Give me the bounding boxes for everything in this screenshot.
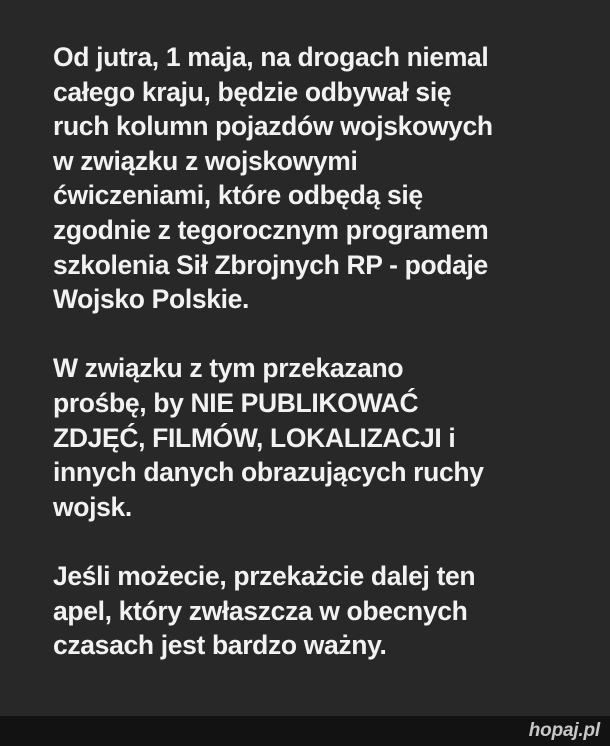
text-line: czasach jest bardzo ważny. — [53, 630, 387, 661]
text-line: zgodnie z tegorocznym programem — [53, 214, 489, 245]
footer-bar — [0, 716, 610, 746]
text-line: Od jutra, 1 maja, na drogach niemal — [53, 42, 489, 72]
text-line: apel, który zwłaszcza w obecnych — [53, 595, 468, 626]
text-line: wojsk. — [53, 491, 132, 522]
text-line: w związku z wojskowymi — [53, 145, 358, 176]
text-line: ZDJĘĆ, FILMÓW, LOKALIZACJI i — [53, 422, 456, 453]
text-line: szkolenia Sił Zbrojnych RP - podaje — [53, 249, 488, 280]
text-line: Wojsko Polskie. — [53, 284, 250, 315]
text-line: ruch kolumn pojazdów wojskowych — [53, 111, 493, 142]
text-line: całego kraju, będzie odbywał się — [53, 76, 452, 107]
watermark-logo: hopaj.pl — [528, 720, 600, 741]
text-line: W związku z tym przekazano — [53, 353, 404, 384]
text-line: prośbę, by NIE PUBLIKOWAĆ — [53, 387, 419, 418]
text-line: innych danych obrazujących ruchy — [53, 457, 484, 488]
paragraph-appeal — [53, 559, 593, 663]
paragraph-announcement — [53, 40, 593, 317]
post-text — [53, 40, 593, 663]
paragraph-request — [53, 351, 593, 524]
text-line: Jeśli możecie, przekażcie dalej ten — [53, 560, 476, 591]
text-line: ćwiczeniami, które odbędą się — [53, 180, 423, 211]
